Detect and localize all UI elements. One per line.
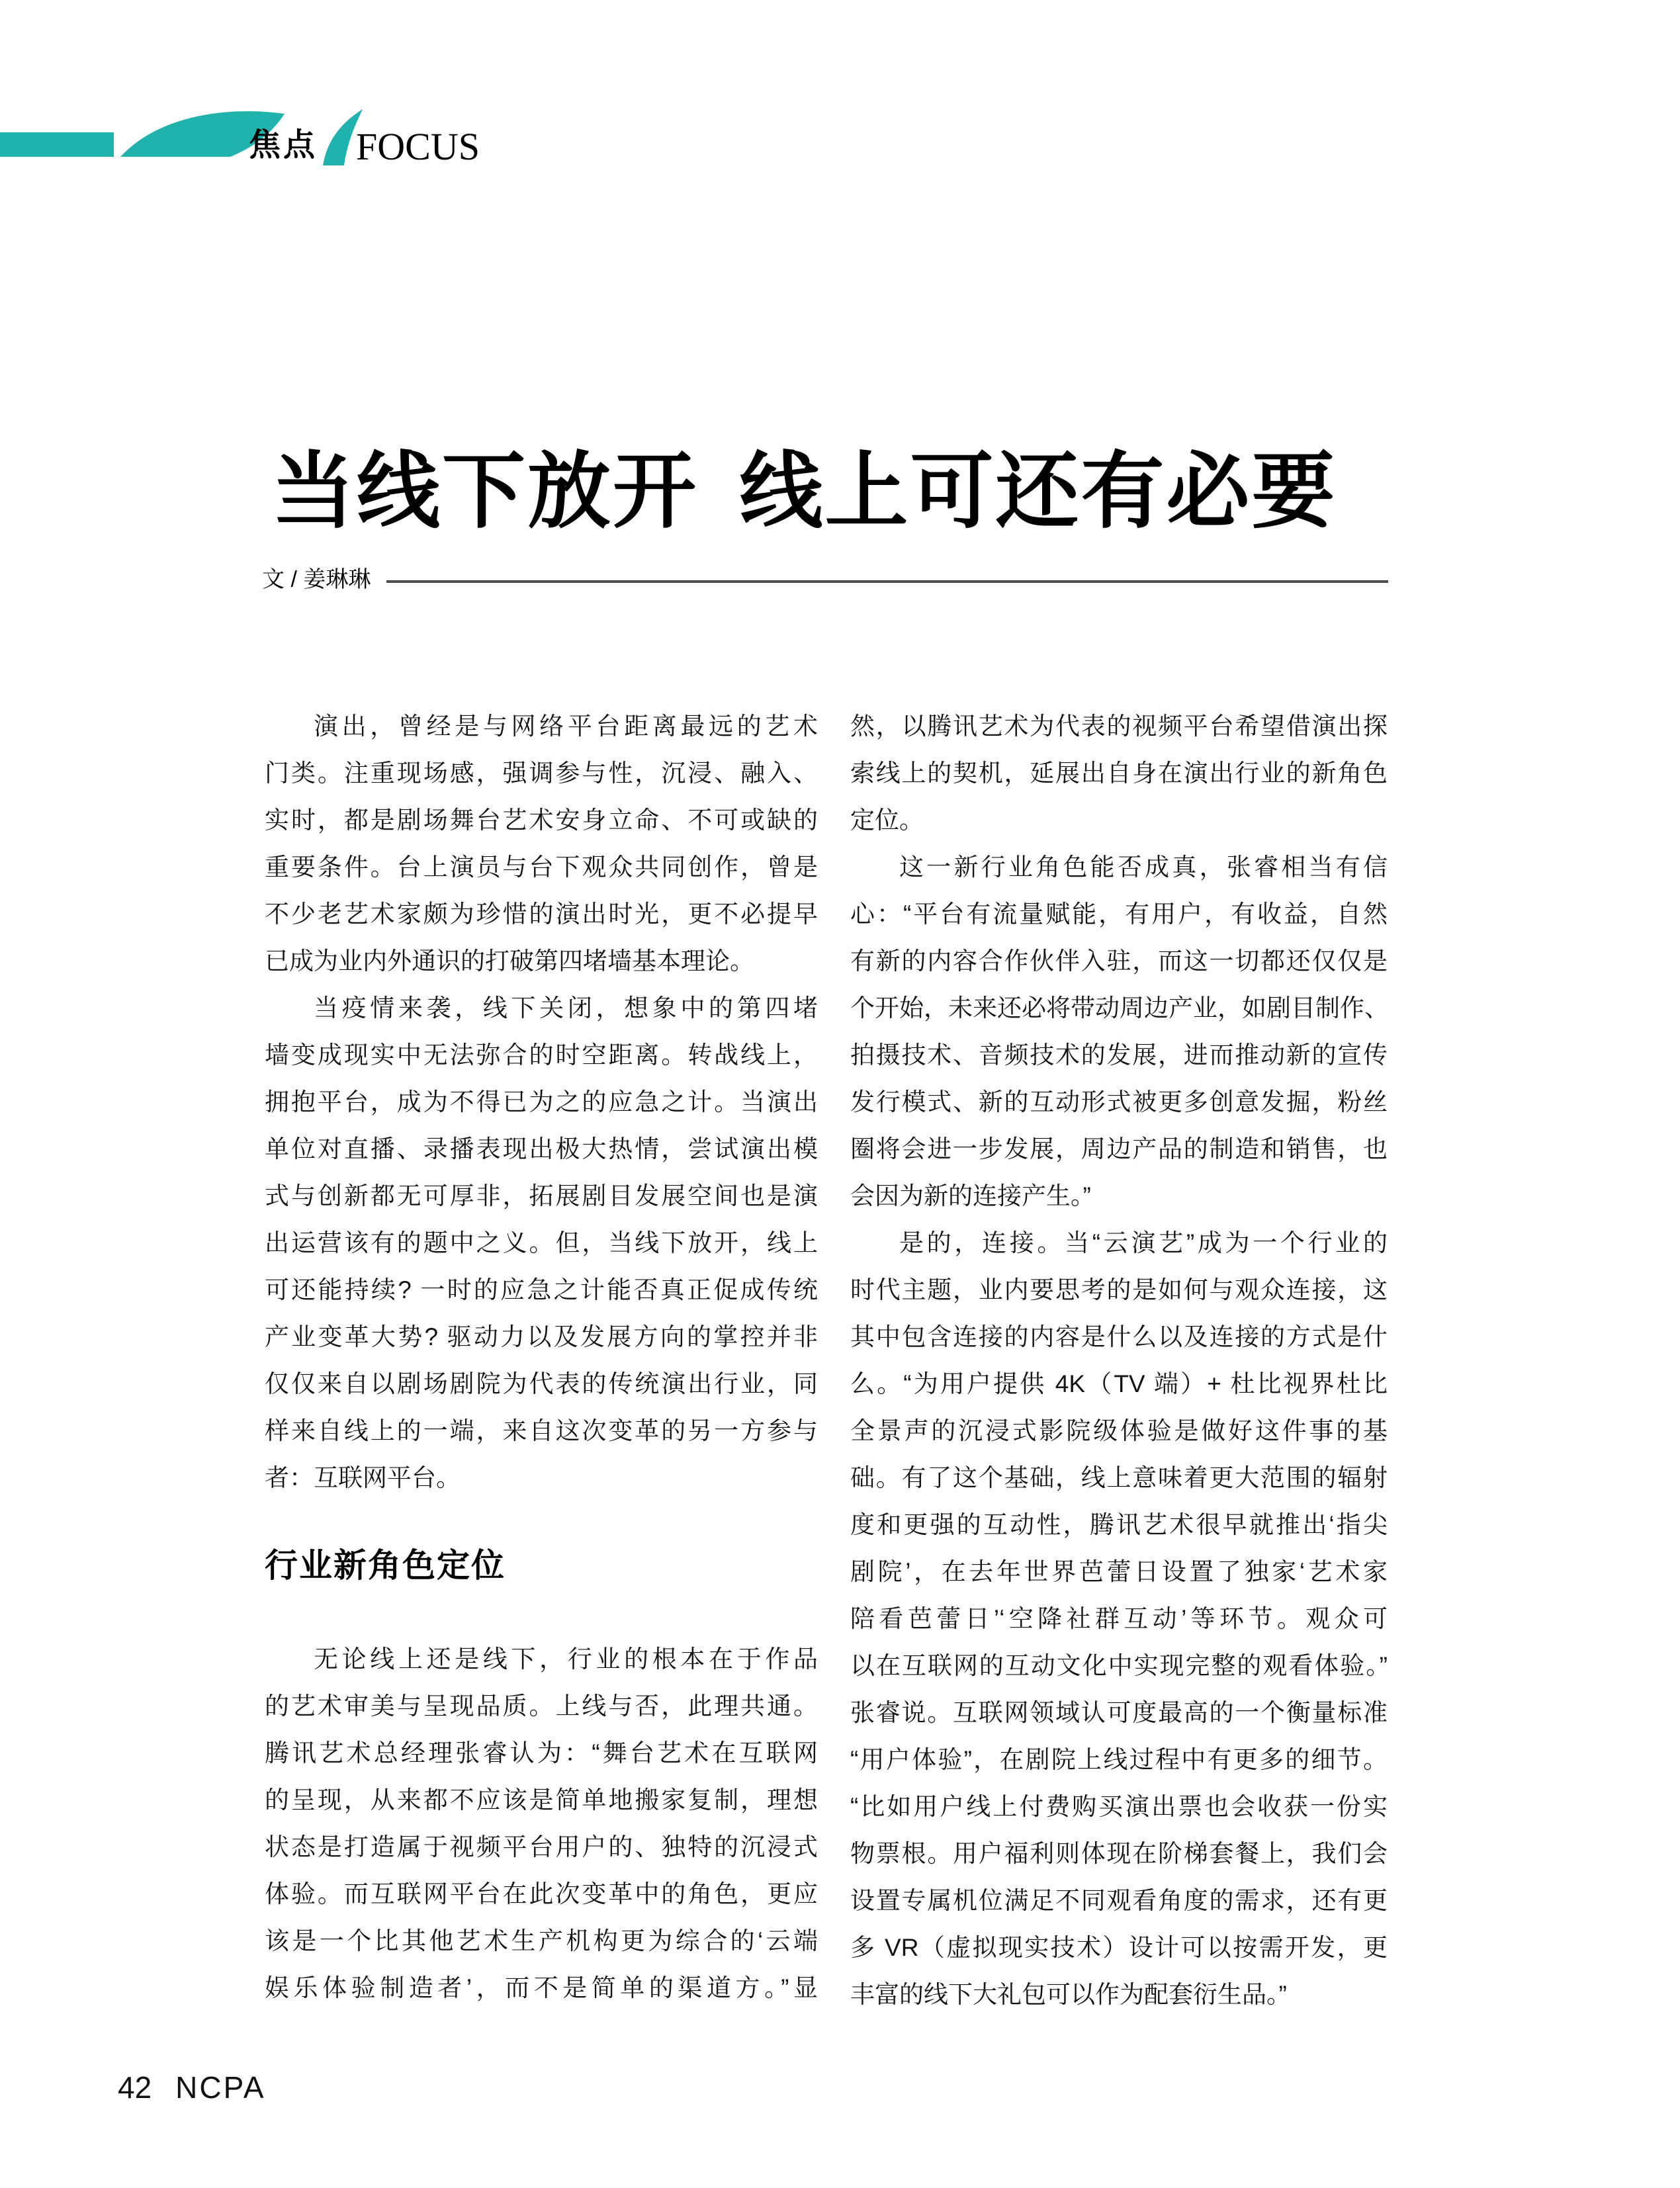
body-line: 产业变革大势? 驱动力以及发展方向的掌控并非	[265, 1323, 818, 1350]
right-column	[850, 703, 1388, 2018]
body-line: 体验。而互联网平台在此次变革中的角色，更应	[265, 1880, 818, 1907]
body-line: 础。有了这个基础，线上意味着更大范围的辐射	[850, 1464, 1388, 1491]
body-line: 张睿说。互联网领域认可度最高的一个衡量标准	[850, 1699, 1388, 1726]
body-line: 门类。注重现场感，强调参与性，沉浸、融入、	[265, 760, 818, 787]
body-line: 腾讯艺术总经理张睿认为：“舞台艺术在互联网	[265, 1739, 818, 1767]
body-line: 物票根。用户福利则体现在阶梯套餐上，我们会	[850, 1840, 1388, 1867]
body-line: 演出，曾经是与网络平台距离最远的艺术	[314, 713, 818, 740]
body-line: “用户体验”，在剧院上线过程中有更多的细节。	[850, 1746, 1388, 1773]
body-line: 圈将会进一步发展，周边产品的制造和销售，也	[850, 1135, 1388, 1162]
body-line: 式与创新都无可厚非，拓展剧目发展空间也是演	[265, 1182, 818, 1209]
body-line: 然，以腾讯艺术为代表的视频平台希望借演出探	[850, 713, 1388, 740]
section-heading: 行业新角色定位	[265, 1547, 506, 1584]
body-line: 发行模式、新的互动形式被更多创意发掘，粉丝	[850, 1088, 1388, 1116]
body-line: 剧院’，在去年世界芭蕾日设置了独家‘艺术家	[850, 1558, 1388, 1585]
body-line: 娱乐体验制造者’，而不是简单的渠道方。”显	[265, 1974, 818, 2001]
body-line: 者：互联网平台。	[265, 1464, 461, 1491]
body-line: 么。“为用户提供 4K（TV 端）+ 杜比视界杜比	[850, 1370, 1388, 1397]
body-line: 出运营该有的题中之义。但，当线下放开，线上	[265, 1229, 818, 1256]
body-line: 陪看芭蕾日’‘空降社群互动’等环节。观众可	[850, 1605, 1388, 1632]
body-line: 无论线上还是线下，行业的根本在于作品	[314, 1645, 818, 1673]
body-line: 可还能持续? 一时的应急之计能否真正促成传统	[265, 1276, 818, 1303]
body-line: 单位对直播、录播表现出极大热情，尝试演出模	[265, 1135, 818, 1162]
journal-code: NCPA	[175, 2070, 266, 2105]
body-line: 全景声的沉浸式影院级体验是做好这件事的基	[850, 1417, 1388, 1444]
body-line: 定位。	[850, 807, 924, 834]
byline-rule	[386, 580, 1388, 583]
body-line: 设置专属机位满足不同观看角度的需求，还有更	[850, 1887, 1388, 1914]
body-line: 不少老艺术家颇为珍惜的演出时光，更不必提早	[265, 900, 818, 928]
body-line: 多 VR（虚拟现实技术）设计可以按需开发，更	[850, 1934, 1388, 1961]
body-line: 仅仅来自以剧场剧院为代表的传统演出行业，同	[265, 1370, 818, 1397]
page-title: 当线下放开 线上可还有必要	[271, 447, 1337, 539]
logo-bar	[0, 132, 114, 157]
section-label-en: FOCUS	[356, 125, 480, 168]
body-line: 时代主题，业内要思考的是如何与观众连接，这	[850, 1276, 1388, 1303]
body-line: 重要条件。台上演员与台下观众共同创作，曾是	[265, 853, 818, 881]
body-line: 索线上的契机，延展出自身在演出行业的新角色	[850, 760, 1388, 787]
page-footer	[118, 2071, 266, 2104]
body-line: 度和更强的互动性，腾讯艺术很早就推出‘指尖	[850, 1511, 1388, 1538]
body-line: 这一新行业角色能否成真，张睿相当有信	[899, 853, 1388, 881]
body-line: 会因为新的连接产生。”	[850, 1182, 1091, 1209]
body-line: 其中包含连接的内容是什么以及连接的方式是什	[850, 1323, 1388, 1350]
body-line: 墙变成现实中无法弥合的时空距离。转战线上，	[265, 1041, 818, 1069]
body-line: 个开始，未来还必将带动周边产业，如剧目制作、	[850, 994, 1389, 1022]
left-column	[265, 703, 818, 2011]
body-line: “比如用户线上付费购买演出票也会收获一份实	[850, 1793, 1388, 1820]
body-line: 的艺术审美与呈现品质。上线与否，此理共通。	[265, 1692, 818, 1720]
section-label-cn: 焦点	[249, 128, 318, 163]
body-line: 实时，都是剧场舞台艺术安身立命、不可或缺的	[265, 807, 818, 834]
body-line: 该是一个比其他艺术生产机构更为综合的‘云端	[265, 1927, 818, 1954]
body-line: 当疫情来袭，线下关闭，想象中的第四堵	[314, 994, 818, 1022]
body-line: 以在互联网的互动文化中实现完整的观看体验。”	[850, 1652, 1388, 1679]
body-line: 拍摄技术、音频技术的发展，进而推动新的宣传	[850, 1041, 1388, 1069]
byline: 文 / 姜琳琳	[262, 567, 371, 592]
body-line: 样来自线上的一端，来自这次变革的另一方参与	[265, 1417, 818, 1444]
body-line: 拥抱平台，成为不得已为之的应急之计。当演出	[265, 1088, 818, 1116]
body-line: 已成为业内外通识的打破第四堵墙基本理论。	[265, 947, 754, 975]
body-line: 是的，连接。当“云演艺”成为一个行业的	[899, 1229, 1388, 1256]
body-line: 有新的内容合作伙伴入驻，而这一切都还仅仅是	[850, 947, 1388, 975]
body-line: 状态是打造属于视频平台用户的、独特的沉浸式	[265, 1833, 818, 1860]
body-line: 心：“平台有流量赋能，有用户，有收益，自然	[850, 900, 1388, 928]
body-line: 的呈现，从来都不应该是简单地搬家复制，理想	[265, 1786, 818, 1814]
body-line: 丰富的线下大礼包可以作为配套衍生品。”	[850, 1981, 1287, 2008]
page-number: 42	[118, 2070, 152, 2105]
